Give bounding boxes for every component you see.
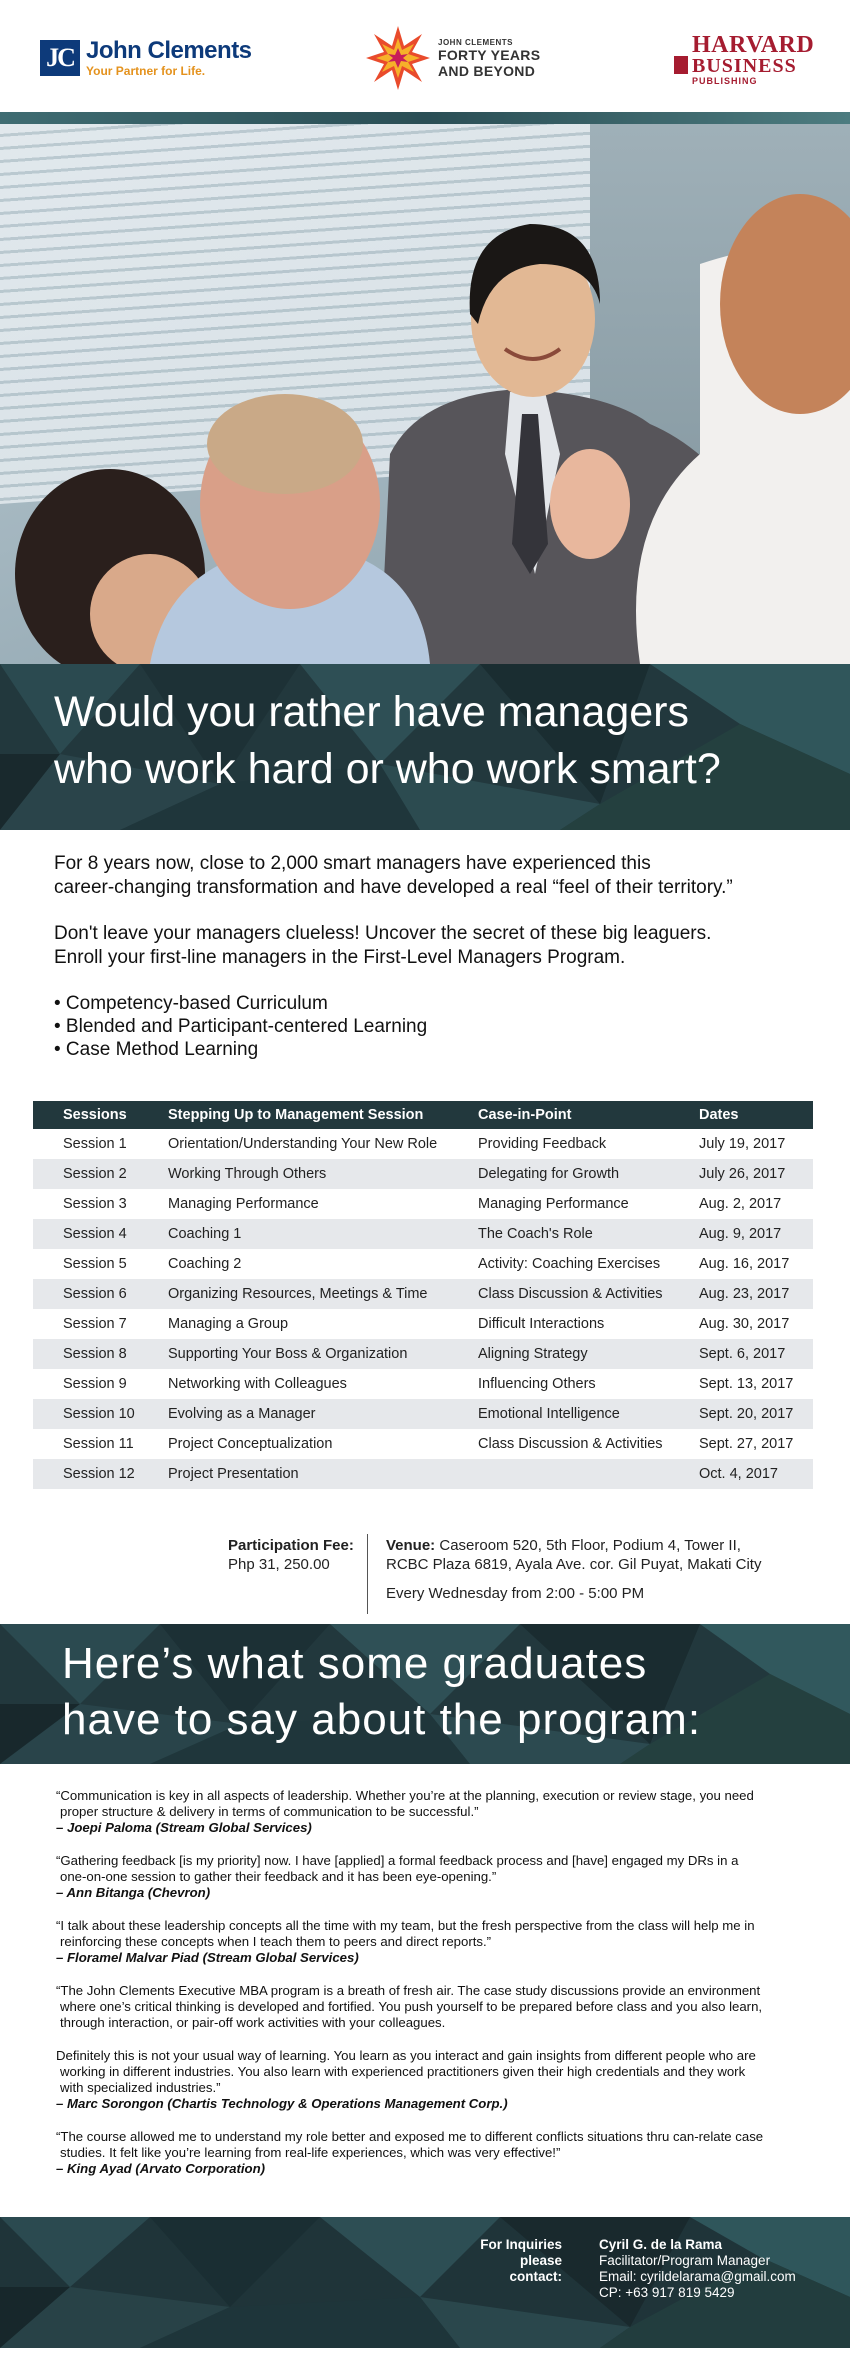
feature-item: • Blended and Participant-centered Learning bbox=[54, 1016, 428, 1037]
meeting-illustration bbox=[0, 124, 850, 664]
intro-paragraph-2 bbox=[54, 922, 796, 970]
testimonial-line: proper structure & delivery in terms of communication to be successful.” bbox=[60, 1804, 479, 1819]
topic-cell: Orientation/Understanding Your New Role bbox=[168, 1136, 438, 1152]
case-cell: Emotional Intelligence bbox=[478, 1399, 699, 1429]
fee-label: Participation Fee: bbox=[228, 1537, 354, 1554]
jc-logo-tagline: Your Partner for Life. bbox=[86, 64, 206, 78]
session-cell: Session 12 bbox=[33, 1459, 168, 1489]
headline-line2: who work hard or who work smart? bbox=[54, 745, 721, 793]
venue-line2: RCBC Plaza 6819, Ayala Ave. cor. Gil Puyat, Makati City bbox=[386, 1556, 762, 1573]
topic-cell: Working Through Others bbox=[168, 1159, 478, 1189]
testimonial-line: “Communication is key in all aspects of leadership. Whether you’re at the planning, execution or review stage, you need bbox=[56, 1788, 754, 1803]
john-clements-logo bbox=[40, 38, 252, 78]
case-cell: Difficult Interactions bbox=[478, 1316, 605, 1332]
session-cell: Session 1 bbox=[63, 1136, 127, 1152]
star-burst-icon bbox=[364, 24, 432, 92]
table-row bbox=[33, 1159, 813, 1189]
intro-p1-line1: For 8 years now, close to 2,000 smart managers have experienced this bbox=[54, 853, 651, 874]
feature-item: • Case Method Learning bbox=[54, 1039, 259, 1060]
fee-divider bbox=[367, 1534, 368, 1614]
jc-logo-name: John Clements bbox=[86, 37, 252, 64]
forty-logo-line1: FORTY YEARS bbox=[438, 46, 541, 63]
table-header-row bbox=[33, 1101, 813, 1129]
date-cell: Sept. 20, 2017 bbox=[699, 1399, 813, 1429]
date-cell: Aug. 2, 2017 bbox=[699, 1196, 782, 1212]
session-cell: Session 10 bbox=[33, 1399, 168, 1429]
testimonial-line: Definitely this is not your usual way of learning. You learn as you interact and gain insights from different people who are bbox=[56, 2048, 756, 2063]
testimonial-line: “The course allowed me to understand my role better and exposed me to different conflicts situations thru can-relate case bbox=[56, 2129, 764, 2144]
page-header bbox=[0, 0, 850, 112]
intro-p1-line2: career-changing transformation and have developed a real “feel of their territory.” bbox=[54, 877, 733, 898]
session-cell: Session 2 bbox=[33, 1159, 168, 1189]
case-cell: Delegating for Growth bbox=[478, 1159, 699, 1189]
topic-cell: Project Presentation bbox=[168, 1459, 478, 1489]
testimonial-author: – Ann Bitanga (Chevron) bbox=[56, 1885, 211, 1900]
col-header-session-topic: Stepping Up to Management Session bbox=[168, 1101, 478, 1129]
col-header-dates: Dates bbox=[699, 1101, 813, 1129]
table-row bbox=[33, 1459, 813, 1489]
case-cell: Activity: Coaching Exercises bbox=[478, 1256, 661, 1272]
testimonial-line: “I talk about these leadership concepts all the time with my team, but the fresh perspective from the class will help me in bbox=[56, 1918, 755, 1933]
col-header-sessions: Sessions bbox=[33, 1101, 168, 1129]
feature-list bbox=[54, 992, 796, 1061]
jc-logo-mark: JC bbox=[40, 40, 80, 76]
testimonial-line: with specialized industries.” bbox=[60, 2080, 221, 2095]
testimonial-line: through interaction, or pair-off work activities with your colleagues. bbox=[60, 2015, 446, 2030]
date-cell: Aug. 23, 2017 bbox=[699, 1279, 813, 1309]
contact-footer bbox=[0, 2217, 850, 2348]
session-cell: Session 6 bbox=[33, 1279, 168, 1309]
case-cell: Providing Feedback bbox=[478, 1136, 607, 1152]
table-row bbox=[33, 1279, 813, 1309]
date-cell: Aug. 9, 2017 bbox=[699, 1219, 813, 1249]
session-cell: Session 11 bbox=[63, 1436, 134, 1452]
case-cell bbox=[478, 1459, 699, 1489]
hbp-line1: HARVARD bbox=[692, 32, 815, 58]
case-cell: Class Discussion & Activities bbox=[478, 1436, 663, 1452]
intro-p2-line2: Enroll your first-line managers in the First-Level Managers Program. bbox=[54, 947, 626, 968]
case-cell: The Coach's Role bbox=[478, 1219, 699, 1249]
intro-p2-line1: Don't leave your managers clueless! Uncover the secret of these big leaguers. bbox=[54, 923, 712, 944]
testimonial-title bbox=[62, 1636, 701, 1748]
testimonials-section bbox=[0, 1764, 850, 2217]
headline-banner bbox=[0, 664, 850, 830]
date-cell: Aug. 16, 2017 bbox=[699, 1256, 790, 1272]
table-row bbox=[33, 1249, 813, 1279]
testimonial-author: – Joepi Paloma (Stream Global Services) bbox=[56, 1820, 312, 1835]
session-cell: Session 8 bbox=[33, 1339, 168, 1369]
table-row bbox=[33, 1219, 813, 1249]
date-cell: Sept. 27, 2017 bbox=[699, 1436, 794, 1452]
session-cell: Session 9 bbox=[63, 1376, 127, 1392]
fee-block bbox=[228, 1536, 354, 1574]
inquiries-line2: please contact: bbox=[509, 2253, 562, 2284]
feature-item: • Competency-based Curriculum bbox=[54, 993, 328, 1014]
contact-email[interactable]: Email: cyrildelarama@gmail.com bbox=[599, 2269, 796, 2284]
topic-cell: Evolving as a Manager bbox=[168, 1399, 478, 1429]
testimonial-title-line1: Here’s what some graduates bbox=[62, 1639, 648, 1688]
case-cell: Influencing Others bbox=[478, 1376, 596, 1392]
table-row bbox=[33, 1339, 813, 1369]
testimonial bbox=[56, 1983, 810, 2031]
date-cell: Sept. 13, 2017 bbox=[699, 1376, 794, 1392]
venue-label: Venue: bbox=[386, 1537, 436, 1554]
testimonial bbox=[56, 1853, 810, 1901]
testimonial-line: one-on-one session to gather their feedback and it has been eye-opening.” bbox=[60, 1869, 497, 1884]
testimonial-line: “The John Clements Executive MBA program is a breath of fresh air. The case study discussions provide an environment bbox=[56, 1983, 761, 1998]
fee-amount: Php 31, 250.00 bbox=[228, 1556, 330, 1573]
venue-block bbox=[386, 1536, 761, 1603]
date-cell: July 19, 2017 bbox=[699, 1136, 786, 1152]
headline-line1: Would you rather have managers bbox=[54, 688, 690, 736]
hbp-line3: PUBLISHING bbox=[692, 76, 758, 86]
table-row bbox=[33, 1369, 813, 1399]
topic-cell: Managing a Group bbox=[168, 1316, 289, 1332]
testimonial-author: – King Ayad (Arvato Corporation) bbox=[56, 2161, 266, 2176]
table-row bbox=[33, 1129, 813, 1159]
harvard-business-publishing-logo bbox=[674, 34, 814, 86]
schedule-table bbox=[33, 1101, 813, 1489]
testimonial-author: – Marc Sorongon (Chartis Technology & Operations Management Corp.) bbox=[56, 2096, 508, 2111]
case-cell: Managing Performance bbox=[478, 1196, 629, 1212]
shield-icon bbox=[674, 56, 688, 74]
venue-line1: Caseroom 520, 5th Floor, Podium 4, Tower II, bbox=[439, 1537, 741, 1554]
session-cell: Session 3 bbox=[63, 1196, 127, 1212]
contact-name: Cyril G. de la Rama bbox=[599, 2237, 723, 2252]
testimonial-line: where one’s critical thinking is developed and fortified. You push yourself to be prepared before class and you also learn, bbox=[60, 1999, 763, 2014]
testimonial-line: working in different industries. You also learn with experienced practitioners given their high credentials and they work bbox=[60, 2064, 746, 2079]
topic-cell: Coaching 2 bbox=[168, 1256, 242, 1272]
date-cell: Oct. 4, 2017 bbox=[699, 1459, 813, 1489]
case-cell: Aligning Strategy bbox=[478, 1339, 699, 1369]
topic-cell: Managing Performance bbox=[168, 1196, 319, 1212]
testimonial-author: – Floramel Malvar Piad (Stream Global Services) bbox=[56, 1950, 359, 1965]
hbp-line2: BUSINESS bbox=[692, 55, 797, 77]
table-row bbox=[33, 1399, 813, 1429]
session-cell: Session 7 bbox=[63, 1316, 127, 1332]
testimonial bbox=[56, 1788, 810, 1836]
contact-role: Facilitator/Program Manager bbox=[599, 2253, 771, 2268]
col-header-case: Case-in-Point bbox=[478, 1101, 699, 1129]
topic-cell: Supporting Your Boss & Organization bbox=[168, 1339, 478, 1369]
header-divider bbox=[0, 112, 850, 124]
intro-section bbox=[0, 830, 850, 1061]
topic-cell: Organizing Resources, Meetings & Time bbox=[168, 1279, 478, 1309]
date-cell: Sept. 6, 2017 bbox=[699, 1339, 813, 1369]
contact-phone[interactable]: CP: +63 917 819 5429 bbox=[599, 2285, 735, 2300]
forty-logo-small: JOHN CLEMENTS bbox=[438, 37, 513, 47]
topic-cell: Coaching 1 bbox=[168, 1219, 478, 1249]
venue-schedule: Every Wednesday from 2:00 - 5:00 PM bbox=[386, 1585, 645, 1602]
table-row bbox=[33, 1309, 813, 1339]
forty-logo-line2: AND BEYOND bbox=[438, 62, 536, 79]
testimonial-line: reinforcing these concepts when I teach them to peers and direct reports.” bbox=[60, 1934, 492, 1949]
date-cell: Aug. 30, 2017 bbox=[699, 1316, 790, 1332]
session-cell: Session 4 bbox=[33, 1219, 168, 1249]
topic-cell: Project Conceptualization bbox=[168, 1436, 333, 1452]
testimonial-banner bbox=[0, 1624, 850, 1764]
table-row bbox=[33, 1189, 813, 1219]
testimonial bbox=[56, 2048, 810, 2112]
topic-cell: Networking with Colleagues bbox=[168, 1376, 347, 1392]
forty-years-logo bbox=[364, 24, 540, 92]
fee-venue-section bbox=[0, 1489, 850, 1624]
case-cell: Class Discussion & Activities bbox=[478, 1279, 699, 1309]
date-cell: July 26, 2017 bbox=[699, 1159, 813, 1189]
testimonial-line: studies. It felt like you’re learning from real-life experiences, which was very effective!” bbox=[60, 2145, 561, 2160]
testimonial-line: “Gathering feedback [is my priority] now. I have [applied] a formal feedback process and [have] engaged my DRs in a bbox=[56, 1853, 739, 1868]
hero-photo bbox=[0, 124, 850, 664]
inquiries-line1: For Inquiries bbox=[480, 2237, 562, 2252]
testimonial-title-line2: have to say about the program: bbox=[62, 1695, 702, 1744]
intro-paragraph-1 bbox=[54, 852, 796, 900]
headline-title bbox=[54, 684, 721, 798]
contact-details bbox=[599, 2237, 796, 2301]
inquiries-label bbox=[472, 2237, 562, 2285]
table-row bbox=[33, 1429, 813, 1459]
session-cell: Session 5 bbox=[63, 1256, 127, 1272]
testimonial bbox=[56, 2129, 810, 2177]
testimonial bbox=[56, 1918, 810, 1966]
